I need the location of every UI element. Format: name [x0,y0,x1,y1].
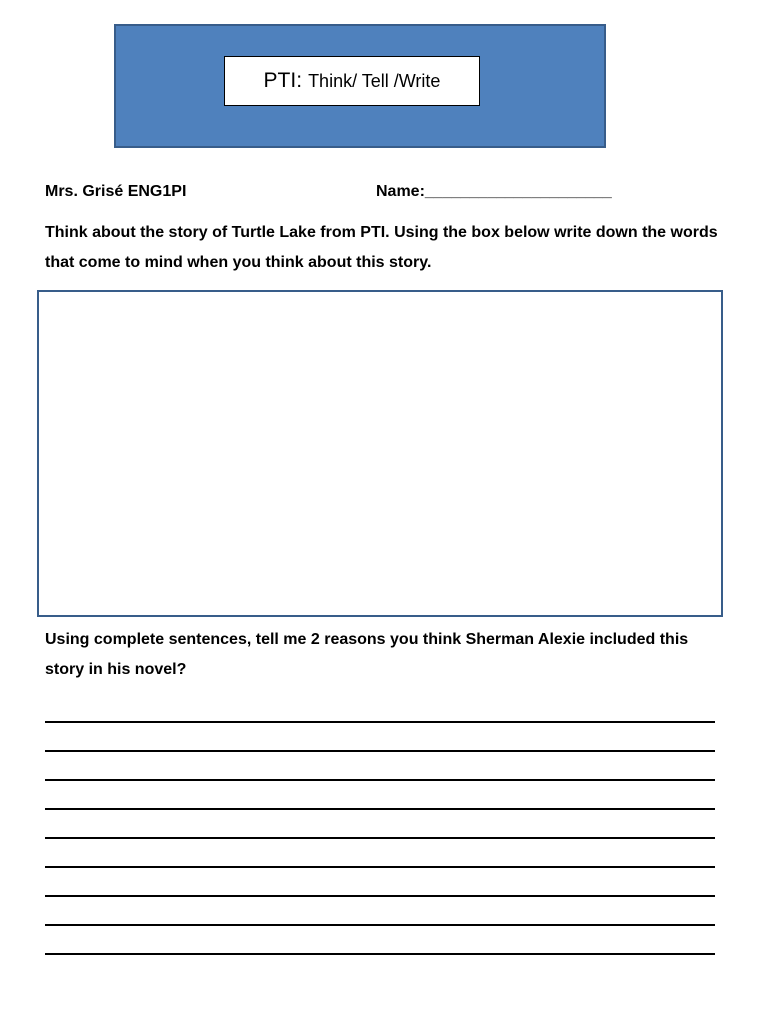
answer-line[interactable] [45,926,715,955]
teacher-course-label: Mrs. Grisé ENG1PI [45,183,187,200]
think-prompt: Think about the story of Turtle Lake from PTI. Using the box below write down the words that come to mind when you think about this story. [45,224,718,271]
answer-line[interactable] [45,810,715,839]
title-text: Think/ Tell /Write [308,70,441,91]
writing-lines [45,713,715,955]
answer-line[interactable] [45,713,715,723]
answer-line[interactable] [45,781,715,810]
word-brainstorm-box[interactable] [37,290,723,617]
title-prefix: PTI: [263,69,303,92]
worksheet-title [224,56,480,106]
answer-line[interactable] [45,868,715,897]
tell-prompt: Using complete sentences, tell me 2 reasons you think Sherman Alexie included this story in his novel? [45,631,689,678]
answer-line[interactable] [45,752,715,781]
answer-line[interactable] [45,897,715,926]
student-name-field[interactable]: Name:_____________________ [376,183,612,200]
answer-line[interactable] [45,723,715,752]
answer-line[interactable] [45,839,715,868]
